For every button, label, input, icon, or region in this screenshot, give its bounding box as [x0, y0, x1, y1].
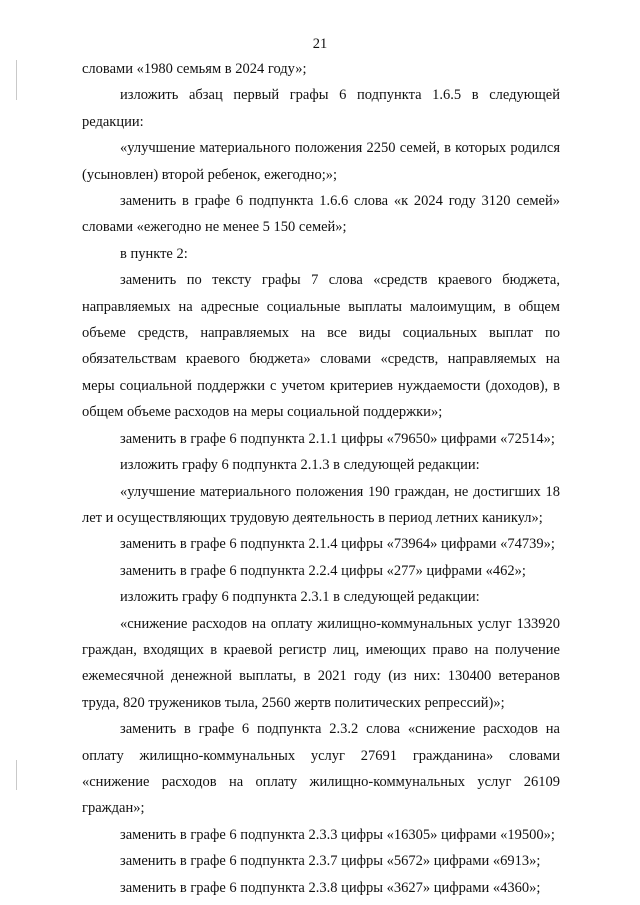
paragraph: заменить по тексту графы 7 слова «средств краевого бюджета, направляемых на адресные социальные выплаты малоимущим, в общем объеме средств, направляемых на все виды социальных выплат по обязательствам краевого бюджета» словами «средств, направляемых на меры социальной поддержки с учетом критериев нуждаемости (доходов), в общем объеме расходов на меры социальной поддержки»;	[82, 272, 560, 421]
paragraph: заменить в графе 6 подпункта 2.3.3 цифры «16305» цифрами «19500»;	[120, 826, 555, 843]
paragraph: заменить в графе 6 подпункта 2.1.4 цифры «73964» цифрами «74739»;	[120, 536, 555, 553]
paragraph: «улучшение материального положения 2250 семей, в которых родился (усыновлен) второй ребенок, ежегодно;»;	[82, 140, 560, 183]
scan-edge-mark	[16, 60, 17, 100]
document-body	[82, 56, 560, 901]
page-number: 21	[312, 36, 328, 52]
paragraph: заменить в графе 6 подпункта 2.3.2 слова «снижение расходов на оплату жилищно-коммунальных услуг 27691 гражданина» словами «снижение расходов на оплату жилищно-коммунальных услуг 26109 граждан»;	[82, 721, 560, 817]
paragraph: заменить в графе 6 подпункта 2.2.4 цифры «277» цифрами «462»;	[120, 562, 526, 579]
paragraph: «улучшение материального положения 190 граждан, не достигших 18 лет и осуществляющих трудовую деятельность в период летних каникул»;	[82, 483, 560, 526]
paragraph: заменить в графе 6 подпункта 2.3.8 цифры «3627» цифрами «4360»;	[120, 879, 541, 896]
paragraph: словами «1980 семьям в 2024 году»;	[82, 61, 307, 77]
scan-edge-mark	[16, 760, 17, 790]
paragraph: изложить графу 6 подпункта 2.1.3 в следующей редакции:	[120, 457, 480, 474]
paragraph: заменить в графе 6 подпункта 1.6.6 слова «к 2024 году 3120 семей» словами «ежегодно не менее 5 150 семей»;	[82, 193, 560, 236]
paragraph: изложить абзац первый графы 6 подпункта 1.6.5 в следующей редакции:	[82, 87, 560, 130]
paragraph: изложить графу 6 подпункта 2.3.1 в следующей редакции:	[120, 589, 480, 606]
paragraph: «снижение расходов на оплату жилищно-коммунальных услуг 133920 граждан, входящих в краевой регистр лиц, имеющих право на получение ежемесячной денежной выплаты, в 2021 году (из них: 130400 ветеранов труда, 820 тружеников тыла, 2560 жертв политических репрессий)»;	[82, 615, 560, 711]
paragraph: заменить в графе 6 подпункта 2.1.1 цифры «79650» цифрами «72514»;	[120, 430, 555, 447]
paragraph: заменить в графе 6 подпункта 2.3.7 цифры «5672» цифрами «6913»;	[120, 853, 541, 870]
paragraph: в пункте 2:	[120, 245, 188, 262]
